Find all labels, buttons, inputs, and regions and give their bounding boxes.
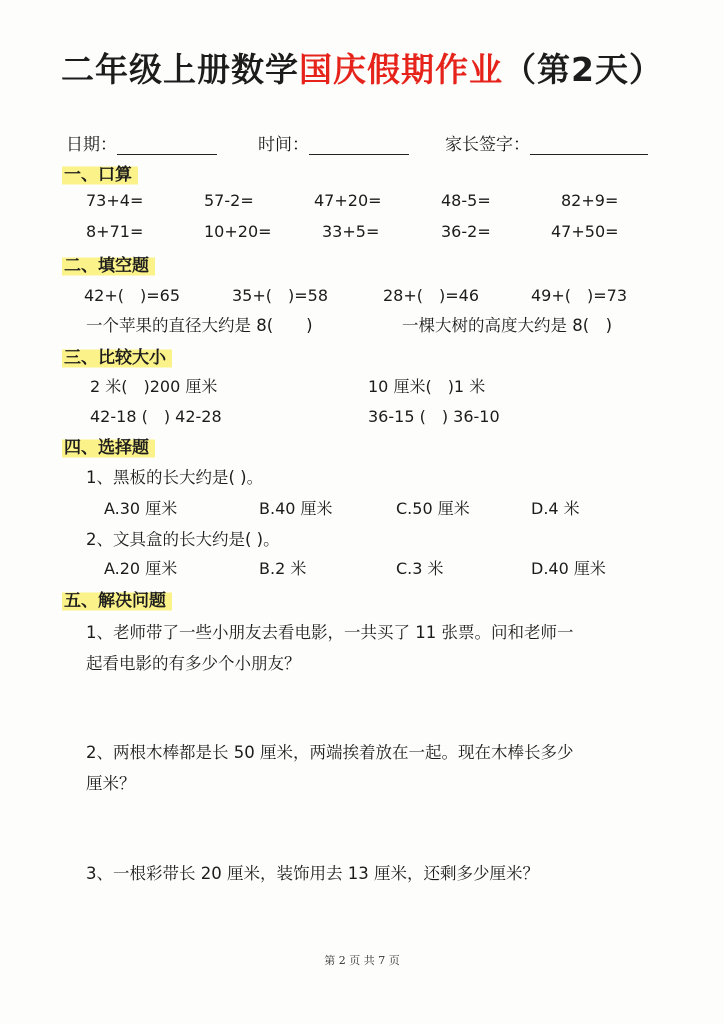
time-label: 时间： xyxy=(258,135,309,155)
oral-item: 8+71= xyxy=(86,222,144,241)
page-number-footer: 第 2 页 共 7 页 xyxy=(324,954,400,967)
oral-item: 36-2= xyxy=(441,222,491,241)
sign-label: 家长签字： xyxy=(445,135,530,155)
oral-item: 73+4= xyxy=(86,191,144,210)
oral-item: 48-5= xyxy=(441,191,491,210)
choice-question-2: 2、文具盒的长大约是( )。 xyxy=(86,530,280,549)
page-title xyxy=(0,44,724,91)
choice-option[interactable]: A.20 厘米 xyxy=(104,559,178,578)
fill-item: 一个苹果的直径大约是 8( ) xyxy=(86,316,313,335)
date-blank[interactable] xyxy=(117,136,217,155)
fill-item: 一棵大树的高度大约是 8( ) xyxy=(402,316,613,335)
title-red: 国庆假期作业 xyxy=(299,50,504,89)
choice-option[interactable]: C.3 米 xyxy=(396,559,444,578)
fill-item: 28+( )=46 xyxy=(383,286,480,305)
oral-item: 33+5= xyxy=(322,222,380,241)
date-label: 日期： xyxy=(66,135,117,155)
choice-option[interactable]: D.40 厘米 xyxy=(531,559,606,578)
compare-item: 2 米( )200 厘米 xyxy=(90,377,218,396)
section-fill-heading: 二、填空题 xyxy=(62,249,155,278)
compare-item: 36-15 ( ) 36-10 xyxy=(368,407,500,426)
oral-item: 47+50= xyxy=(551,222,619,241)
compare-item: 42-18 ( ) 42-28 xyxy=(90,407,222,426)
fill-item: 42+( )=65 xyxy=(84,286,181,305)
section-oral-heading: 一、口算 xyxy=(62,158,138,187)
compare-item: 10 厘米( )1 米 xyxy=(368,377,486,396)
choice-option[interactable]: D.4 米 xyxy=(531,499,580,518)
oral-item: 47+20= xyxy=(314,191,382,210)
section-compare-heading: 三、比较大小 xyxy=(62,341,172,370)
time-field xyxy=(258,130,409,155)
sign-blank[interactable] xyxy=(530,136,648,155)
fill-item: 49+( )=73 xyxy=(531,286,628,305)
oral-item: 82+9= xyxy=(561,191,619,210)
date-field xyxy=(66,130,217,155)
oral-item: 10+20= xyxy=(204,222,272,241)
fill-item: 35+( )=58 xyxy=(232,286,329,305)
problem-1-line-1: 1、老师带了一些小朋友去看电影，一共买了 11 张票。问和老师一 xyxy=(86,623,574,642)
choice-question-1: 1、黑板的长大约是( )。 xyxy=(86,468,264,487)
title-black: 二年级上册数学 xyxy=(61,50,300,89)
time-blank[interactable] xyxy=(309,136,409,155)
problem-1-line-2: 起看电影的有多少个小朋友？ xyxy=(86,654,301,673)
choice-option[interactable]: B.40 厘米 xyxy=(259,499,333,518)
problem-2-line-1: 2、两根木棒都是长 50 厘米，两端挨着放在一起。现在木棒长多少 xyxy=(86,743,574,762)
problem-3-line-1: 3、一根彩带长 20 厘米，装饰用去 13 厘米，还剩多少厘米？ xyxy=(86,864,539,883)
choice-option[interactable]: B.2 米 xyxy=(259,559,307,578)
problem-2-line-2: 厘米？ xyxy=(86,774,136,793)
title-suffix: （第2天） xyxy=(503,50,663,89)
choice-option[interactable]: A.30 厘米 xyxy=(104,499,178,518)
section-problems-heading: 五、解决问题 xyxy=(62,584,172,613)
choice-option[interactable]: C.50 厘米 xyxy=(396,499,470,518)
parent-sign-field xyxy=(445,130,648,155)
oral-item: 57-2= xyxy=(204,191,254,210)
section-choice-heading: 四、选择题 xyxy=(62,431,155,460)
